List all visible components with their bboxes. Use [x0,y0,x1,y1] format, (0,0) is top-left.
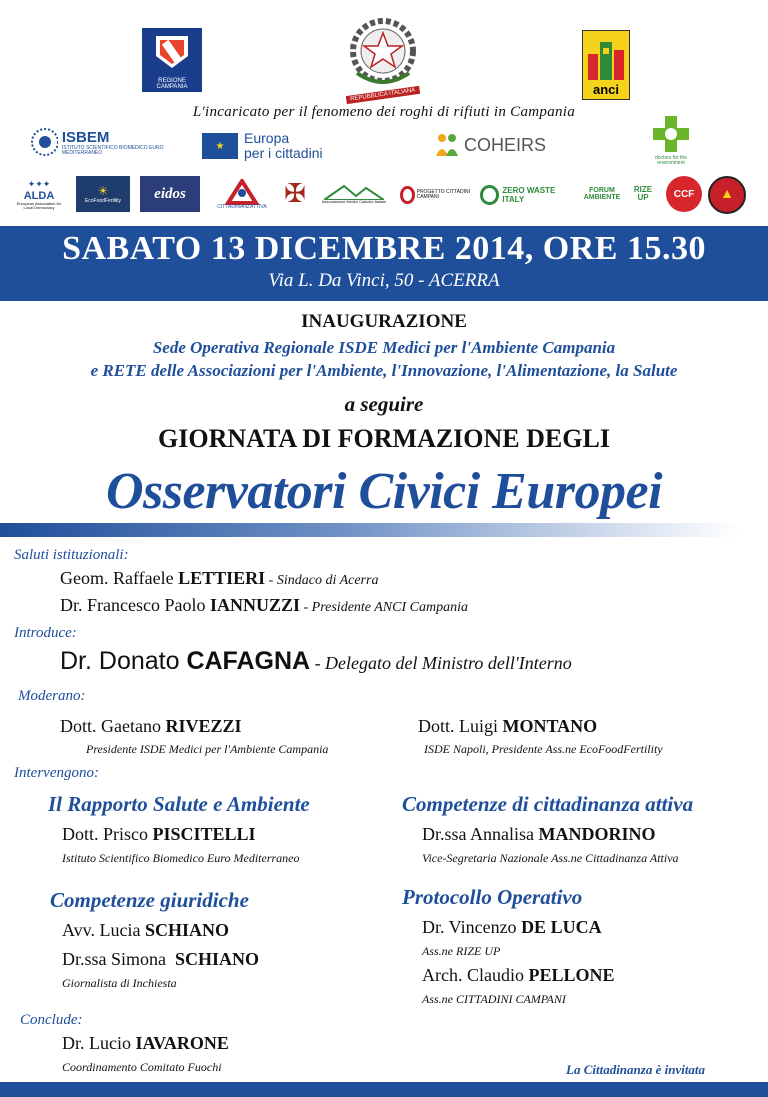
person-name: Dott. Gaetano [60,716,166,736]
alda-label: ALDA [23,189,55,202]
ccf-logo [666,176,702,212]
speaker-piscitelli [62,824,256,845]
repubblica-label: REPUBBLICA ITALIANA [346,86,420,104]
person-surname: MANDORINO [538,824,656,844]
speaker-pellone [422,965,615,986]
medici-label: Associazione Medici Cattolici Italiani [321,199,387,204]
person-name: Dr. Vincenzo [422,917,522,937]
conclude-label: Conclude: [20,1012,83,1028]
moderano-left-role: Presidente ISDE Medici per l'Ambiente Campania [86,742,329,756]
person-role: - Sindaco di Acerra [265,573,379,588]
intervengono-label: Intervengono: [14,765,99,781]
speaker-piscitelli-role: Istituto Scientifico Biomedico Euro Mediterraneo [62,851,300,865]
speaker-simona-schiano [62,949,259,970]
zerowaste-label: ZERO WASTE ITALY [502,186,556,204]
forum-label: FORUM AMBIENTE [583,187,621,201]
coheirs-label: COHEIRS [464,134,547,155]
person-surname: PELLONE [528,965,615,985]
anci-logo [582,30,630,100]
speaker-mandorino-role: Vice-Segretaria Nazionale Ass.ne Cittadinanza Attiva [422,851,679,865]
europa-line1: Europa [244,130,290,146]
topic-protocollo-operativo: Protocollo Operativo [402,885,583,909]
event-date: SABATO 13 DICEMBRE 2014, ORE 15.30 [62,230,706,267]
isbem-sub: ISTITUTO SCIENTIFICO BIOMEDICO EURO MEDITERRANEO [61,144,164,156]
italian-emblem-icon [345,15,421,91]
saluti-person-2 [60,595,468,616]
anci-label: anci [592,81,619,97]
cittadinanza-label: CITTADINANZATTIVA [217,203,267,210]
rizeup-label: RIZE UP [633,185,653,202]
invitation-note: La Cittadinanza è invitata [566,1062,706,1077]
bottom-bar [0,1082,768,1097]
progetto-label: PROGETTO CITTADINI CAMPANI [416,189,471,200]
person-role: - Presidente ANCI Campania [300,600,468,615]
main-title: Osservatori Civici Europei [105,463,663,520]
zero-waste-logo [480,182,576,208]
person-surname: LETTIERI [178,568,266,588]
eidos-label: eidos [154,185,186,202]
cittadinanza-figure-icon [224,179,260,205]
regione-label: REGIONE CAMPANIA [142,76,202,92]
speaker-lucia-schiano [62,920,229,941]
ecofood-logo [76,176,130,212]
alda-stars-icon: ✦✦✦ [27,178,51,189]
person-name: Arch. Claudio [422,965,529,985]
person-surname: PISCITELLI [152,824,256,844]
topic-cittadinanza-attiva: Competenze di cittadinanza attiva [402,792,694,816]
campania-shield-icon [152,32,192,72]
moderano-left [60,716,242,737]
person-name: Dr. Donato [60,647,187,675]
recycle-icon [480,185,499,205]
ecofood-sun-icon: ☀ [97,184,109,198]
ccf-label: CCF [673,188,695,200]
person-surname: MONTANO [502,716,598,736]
isbem-globe-icon [30,127,58,157]
progetto-cittadini-logo [400,182,472,208]
event-address: Via L. Da Vinci, 50 - ACERRA [268,270,500,291]
person-role: - Delegato del Ministro dell'Interno [310,653,572,673]
alda-logo [12,172,66,216]
speaker-iavarone-role: Coordinamento Comitato Fuochi [62,1060,222,1074]
anci-towers-icon [586,34,626,82]
person-name: Avv. Lucia [62,920,145,940]
alda-sub: European Association for Local Democracy [16,200,62,210]
green-cross-icon [649,112,693,156]
title-underline [0,523,740,537]
speaker-de-luca-role: Ass.ne RIZE UP [422,944,501,958]
doctors-label: doctors for the environment [655,155,687,166]
regione-campania-logo [140,28,204,92]
coheirs-people-icon [434,132,460,158]
doctors-environment-logo [644,112,698,166]
saluti-label: Saluti istituzionali: [14,547,129,563]
forum-ambiente-logo [582,178,622,210]
topic-competenze-giuridiche: Competenze giuridiche [50,888,249,912]
ecofood-label: EcoFoodFertility [84,198,122,204]
amci-cross-logo [280,178,310,210]
progetto-circle-icon [400,186,415,204]
europa-cittadini-logo [202,128,342,164]
person-surname: RIVEZZI [165,716,242,736]
person-name: Dr.ssa Simona [62,949,176,969]
person-surname: SCHIANO [175,949,260,969]
person-name: Dott. Prisco [62,824,153,844]
speaker-simona-role: Giornalista di Inchiesta [62,976,177,990]
rize-up-logo [628,178,658,210]
eu-flag-icon: ★ [202,133,238,159]
incaricato-line: L'incaricato per il fenomeno dei roghi di rifiuti in Campania [192,104,576,120]
speaker-iavarone [62,1033,229,1054]
eidos-logo [140,176,200,212]
speaker-mandorino [422,824,656,845]
moderano-right-role: ISDE Napoli, Presidente Ass.ne EcoFoodFertility [424,742,663,756]
coheirs-logo [434,130,574,160]
giornata-heading: GIORNATA DI FORMAZIONE DEGLI [158,424,610,453]
person-surname: SCHIANO [144,920,229,940]
person-surname: CAFAGNA [186,647,311,675]
person-name: Dr.ssa Annalisa [422,824,539,844]
person-name: Geom. Raffaele [60,568,179,588]
saluti-person-1 [60,568,378,589]
person-name: Dr. Lucio [62,1033,136,1053]
cittadinanzattiva-logo [212,172,272,216]
topic-salute-ambiente: Il Rapporto Salute e Ambiente [48,792,310,816]
intro-line2: e RETE delle Associazioni per l'Ambiente, l'Innovazione, l'Alimentazione, la Salute [90,361,678,380]
moderano-right [418,716,597,737]
isbem-logo [30,125,195,159]
person-name: Dott. Luigi [418,716,503,736]
medici-cattolici-logo [315,178,393,210]
introduce-label: Introduce: [14,625,77,641]
repubblica-italiana-emblem [345,12,421,102]
intro-line1: Sede Operativa Regionale ISDE Medici per l'Ambiente Campania [152,338,616,357]
person-name: Dr. Francesco Paolo [60,595,210,615]
a-seguire: a seguire [344,392,424,416]
fire-icon: ▲ [720,187,734,202]
red-cross-icon: ✠ [284,179,306,208]
isbem-label: ISBEM [61,128,110,146]
speaker-pellone-role: Ass.ne CITTADINI CAMPANI [422,992,566,1006]
person-surname: IAVARONE [135,1033,229,1053]
inaugurazione-heading: INAUGURAZIONE [301,311,467,332]
mountains-icon [324,184,384,200]
europa-line2: per i cittadini [244,145,323,161]
person-surname: IANNUZZI [209,595,300,615]
person-surname: DE LUCA [521,917,602,937]
speaker-de-luca [422,917,602,938]
comitati-circle-logo [708,176,746,214]
introduce-person [60,647,572,676]
moderano-label: Moderano: [18,688,86,704]
